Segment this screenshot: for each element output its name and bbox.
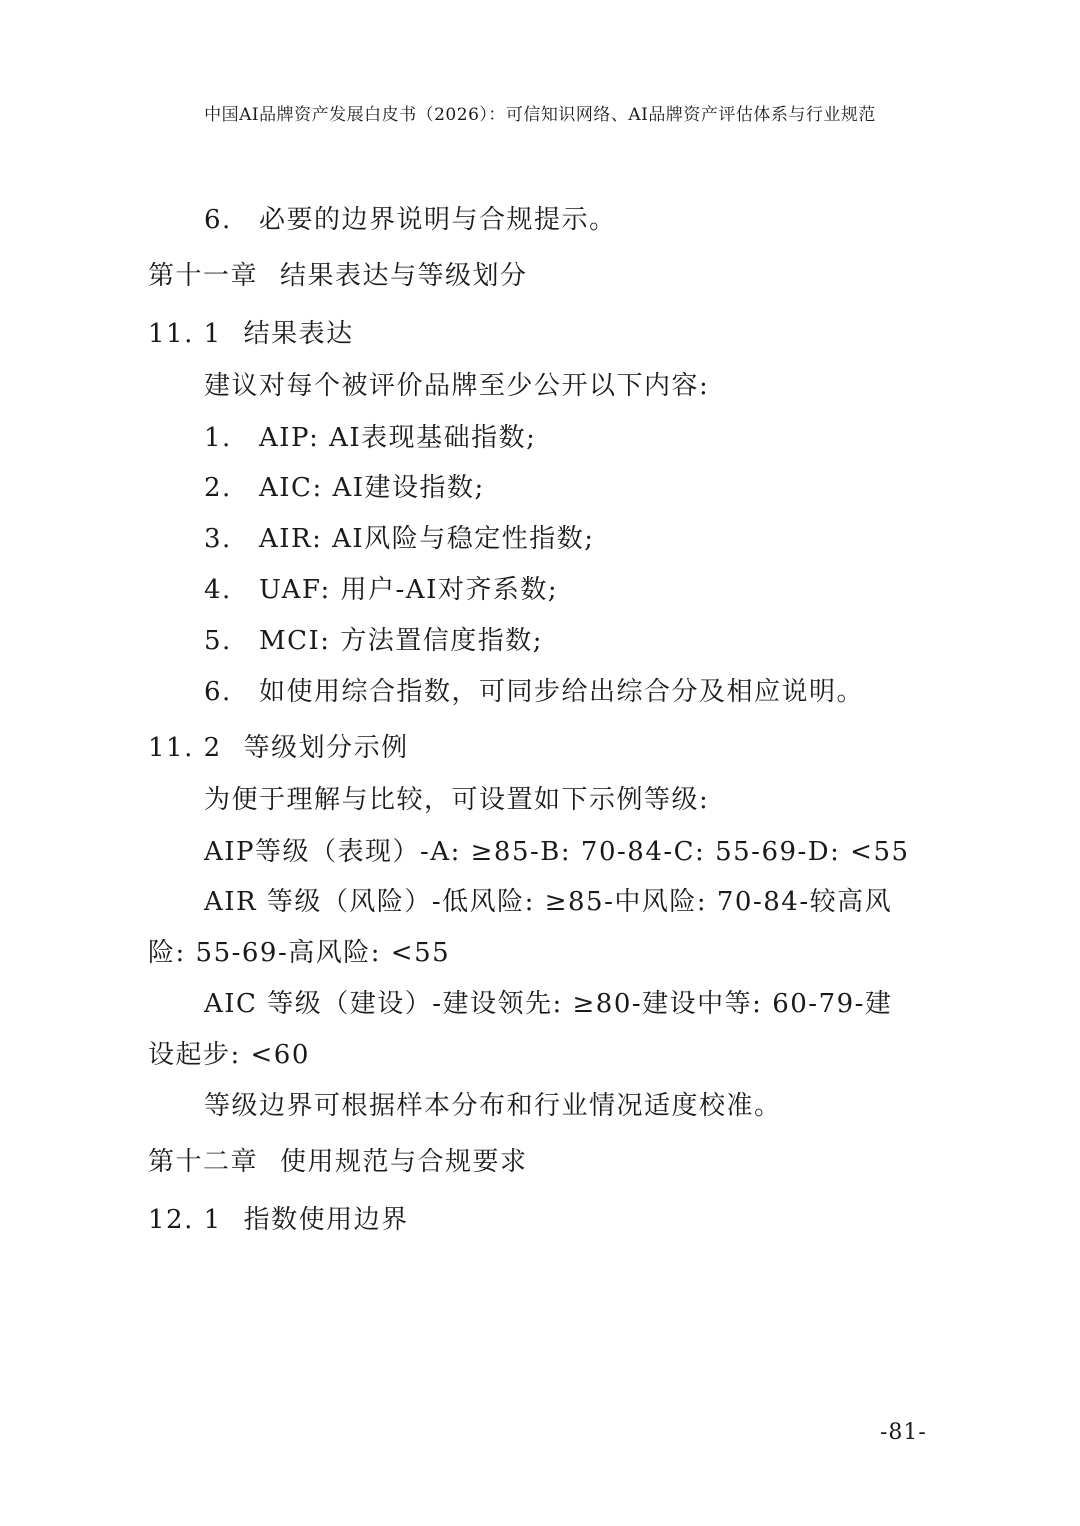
grade-line-aip: AIP等级（表现）-A: ≥85-B: 70-84-C: 55-69-D: <55 [204, 837, 910, 867]
chapter-label: 第十二章 [148, 1147, 259, 1177]
list-item [204, 519, 594, 559]
section-title: 等级划分示例 [243, 733, 409, 763]
list-item-text: AIR: AI风险与稳定性指数; [259, 524, 595, 554]
list-item-text: 如使用综合指数，可同步给出综合分及相应说明。 [259, 677, 865, 707]
section-number: 11. 2 [148, 733, 222, 763]
list-item-text: UAF: 用户-AI对齐系数; [259, 575, 559, 605]
section-heading [148, 728, 409, 768]
grade-line-aic: AIC 等级（建设）-建设领先: ≥80-建设中等: 60-79-建 [204, 989, 893, 1019]
list-item [204, 418, 536, 458]
list-item-number: 5. [204, 626, 232, 656]
grade-line-air-continued: 险: 55-69-高风险: <55 [148, 938, 451, 968]
list-item-text: 必要的边界说明与合规提示。 [259, 205, 617, 235]
chapter-heading [148, 1142, 528, 1182]
list-item [204, 468, 485, 508]
list-item-number: 3. [204, 524, 232, 554]
list-item-number: 6. [204, 205, 232, 235]
chapter-label: 第十一章 [148, 261, 259, 291]
paragraph: 为便于理解与比较，可设置如下示例等级: [204, 785, 710, 815]
list-item [204, 621, 543, 661]
section-title: 指数使用边界 [243, 1205, 409, 1235]
grade-line-air: AIR 等级（风险）-低风险: ≥85-中风险: 70-84-较高风 [204, 887, 893, 917]
list-item [204, 672, 864, 712]
list-item [204, 200, 617, 240]
list-item-text: AIC: AI建设指数; [259, 473, 485, 503]
section-number: 11. 1 [148, 319, 222, 349]
list-item-number: 4. [204, 575, 232, 605]
chapter-title: 结果表达与等级划分 [280, 261, 528, 291]
paragraph: 建议对每个被评价品牌至少公开以下内容: [204, 371, 710, 401]
list-item-number: 2. [204, 473, 232, 503]
chapter-heading [148, 256, 528, 296]
list-item-number: 1. [204, 423, 232, 453]
section-title: 结果表达 [243, 319, 354, 349]
paragraph: 等级边界可根据样本分布和行业情况适度校准。 [204, 1091, 782, 1121]
running-header: 中国AI品牌资产发展白皮书（2026）：可信知识网络、AI品牌资产评估体系与行业规范 [204, 105, 876, 125]
list-item-text: AIP: AI表现基础指数; [259, 423, 537, 453]
section-heading [148, 1200, 409, 1240]
list-item-number: 6. [204, 677, 232, 707]
grade-line-aic-continued: 设起步: <60 [148, 1040, 310, 1070]
chapter-title: 使用规范与合规要求 [280, 1147, 528, 1177]
list-item-text: MCI: 方法置信度指数; [259, 626, 544, 656]
page-number: -81- [880, 1420, 927, 1445]
section-number: 12. 1 [148, 1205, 222, 1235]
section-heading [148, 314, 354, 354]
list-item [204, 570, 558, 610]
